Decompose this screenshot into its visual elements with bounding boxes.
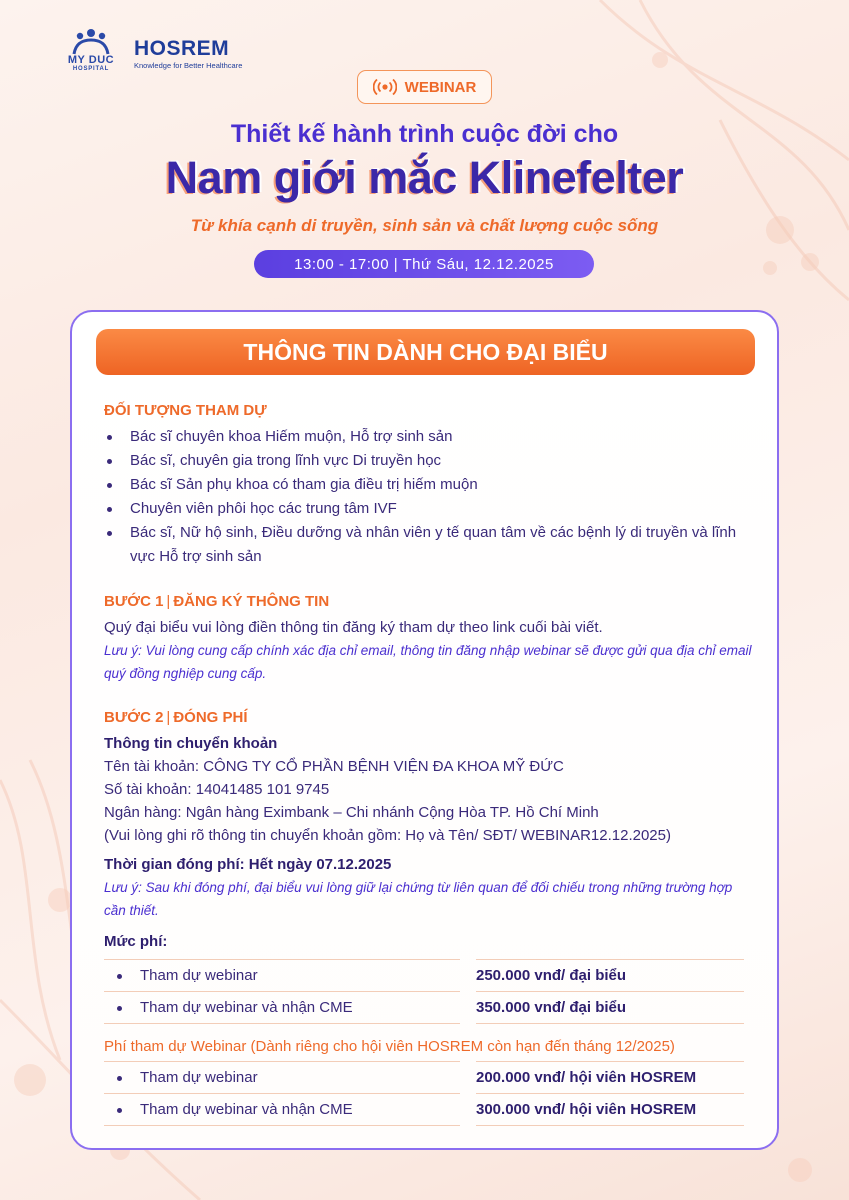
transfer-note: (Vui lòng ghi rõ thông tin chuyển khoản gồm: Họ và Tên/ SĐT/ WEBINAR12.12.2025) (104, 827, 671, 844)
logo-group (66, 28, 242, 76)
webinar-badge-label: WEBINAR (404, 78, 477, 96)
fee-item: Tham dự webinar và nhận CME (104, 1093, 460, 1125)
step1-title: BƯỚC 1 | ĐĂNG KÝ THÔNG TIN (104, 593, 330, 610)
member-fee-note: Phí tham dự Webinar (Dành riêng cho hội viên HOSREM còn hạn đến tháng 12/2025) (104, 1038, 675, 1055)
fee-title: Mức phí: (104, 933, 168, 950)
payment-deadline: Thời gian đóng phí: Hết ngày 07.12.2025 (104, 856, 392, 873)
table-row (104, 959, 744, 991)
broadcast-icon (373, 78, 397, 96)
hosrem-logo-name: HOSREM (134, 37, 230, 60)
card-content (104, 402, 754, 1126)
audience-list (104, 425, 754, 569)
step2-name: ĐÓNG PHÍ (173, 709, 248, 726)
list-item: Bác sĩ, Nữ hộ sinh, Điều dưỡng và nhân viên y tế quan tâm về các bệnh lý di truyền và lĩnh vực Hỗ trợ sinh sản (104, 521, 754, 569)
my-duc-logo-text: MY DUC (67, 54, 115, 66)
step1-note: Lưu ý: Vui lòng cung cấp chính xác địa chỉ email, thông tin đăng nhập webinar sẽ được gửi qua địa chỉ email quý đồng nghiệp cung cấp. (104, 643, 752, 681)
subtitle: Từ khía cạnh di truyền, sinh sản và chất lượng cuộc sống (190, 216, 659, 235)
fee-price: 250.000 vnđ/ đại biểu (476, 959, 744, 991)
table-row (104, 1061, 744, 1093)
list-item: Bác sĩ, chuyên gia trong lĩnh vực Di truyền học (104, 449, 754, 473)
list-item: Chuyên viên phôi học các trung tâm IVF (104, 497, 754, 521)
title-line-2: Nam giới mắc Klinefelter (165, 152, 684, 203)
transfer-info-title: Thông tin chuyển khoản (104, 735, 278, 752)
fee-table (104, 959, 744, 1024)
step2-label: BƯỚC 2 (104, 709, 164, 726)
title-line-1: Thiết kế hành trình cuộc đời cho (230, 120, 619, 148)
my-duc-hospital-logo (66, 28, 116, 76)
step1-label: BƯỚC 1 (104, 593, 164, 610)
member-fee-table (104, 1061, 744, 1126)
webinar-badge (357, 70, 492, 104)
fee-price: 350.000 vnđ/ đại biểu (476, 991, 744, 1023)
fee-item: Tham dự webinar (104, 959, 460, 991)
account-number: Số tài khoản: 14041485 101 9745 (104, 781, 330, 798)
list-item: Bác sĩ Sản phụ khoa có tham gia điều trị hiếm muộn (104, 473, 754, 497)
delegate-info-card (70, 310, 779, 1150)
list-item: Bác sĩ chuyên khoa Hiếm muộn, Hỗ trợ sinh sản (104, 425, 754, 449)
fee-item: Tham dự webinar (104, 1061, 460, 1093)
my-duc-people-icon (66, 28, 116, 56)
deadline-note: Lưu ý: Sau khi đóng phí, đại biểu vui lòng giữ lại chứng từ liên quan để đối chiếu trong những trường hợp cần thiết. (104, 880, 733, 918)
fee-item: Tham dự webinar và nhận CME (104, 991, 460, 1023)
table-row (104, 1093, 744, 1125)
my-duc-logo-subtext: HOSPITAL (72, 66, 110, 72)
step1-text: Quý đại biểu vui lòng điền thông tin đăng ký tham dự theo link cuối bài viết. (104, 619, 603, 636)
table-row (104, 991, 744, 1023)
step1-name: ĐĂNG KÝ THÔNG TIN (173, 593, 330, 610)
account-name: Tên tài khoản: CÔNG TY CỔ PHẦN BỆNH VIỆN ĐA KHOA MỸ ĐỨC (104, 758, 564, 775)
bank-name: Ngân hàng: Ngân hàng Eximbank – Chi nhánh Cộng Hòa TP. Hồ Chí Minh (104, 804, 599, 821)
hosrem-logo-tagline: Knowledge for Better Healthcare (134, 61, 243, 70)
fee-price: 200.000 vnđ/ hội viên HOSREM (476, 1061, 744, 1093)
event-time-pill: 13:00 - 17:00 | Thứ Sáu, 12.12.2025 (254, 250, 594, 278)
card-title: THÔNG TIN DÀNH CHO ĐẠI BIỂU (96, 329, 755, 375)
hosrem-logo (134, 28, 242, 70)
audience-title: ĐỐI TƯỢNG THAM DỰ (104, 402, 267, 419)
fee-price: 300.000 vnđ/ hội viên HOSREM (476, 1093, 744, 1125)
step2-title: BƯỚC 2 | ĐÓNG PHÍ (104, 709, 248, 726)
